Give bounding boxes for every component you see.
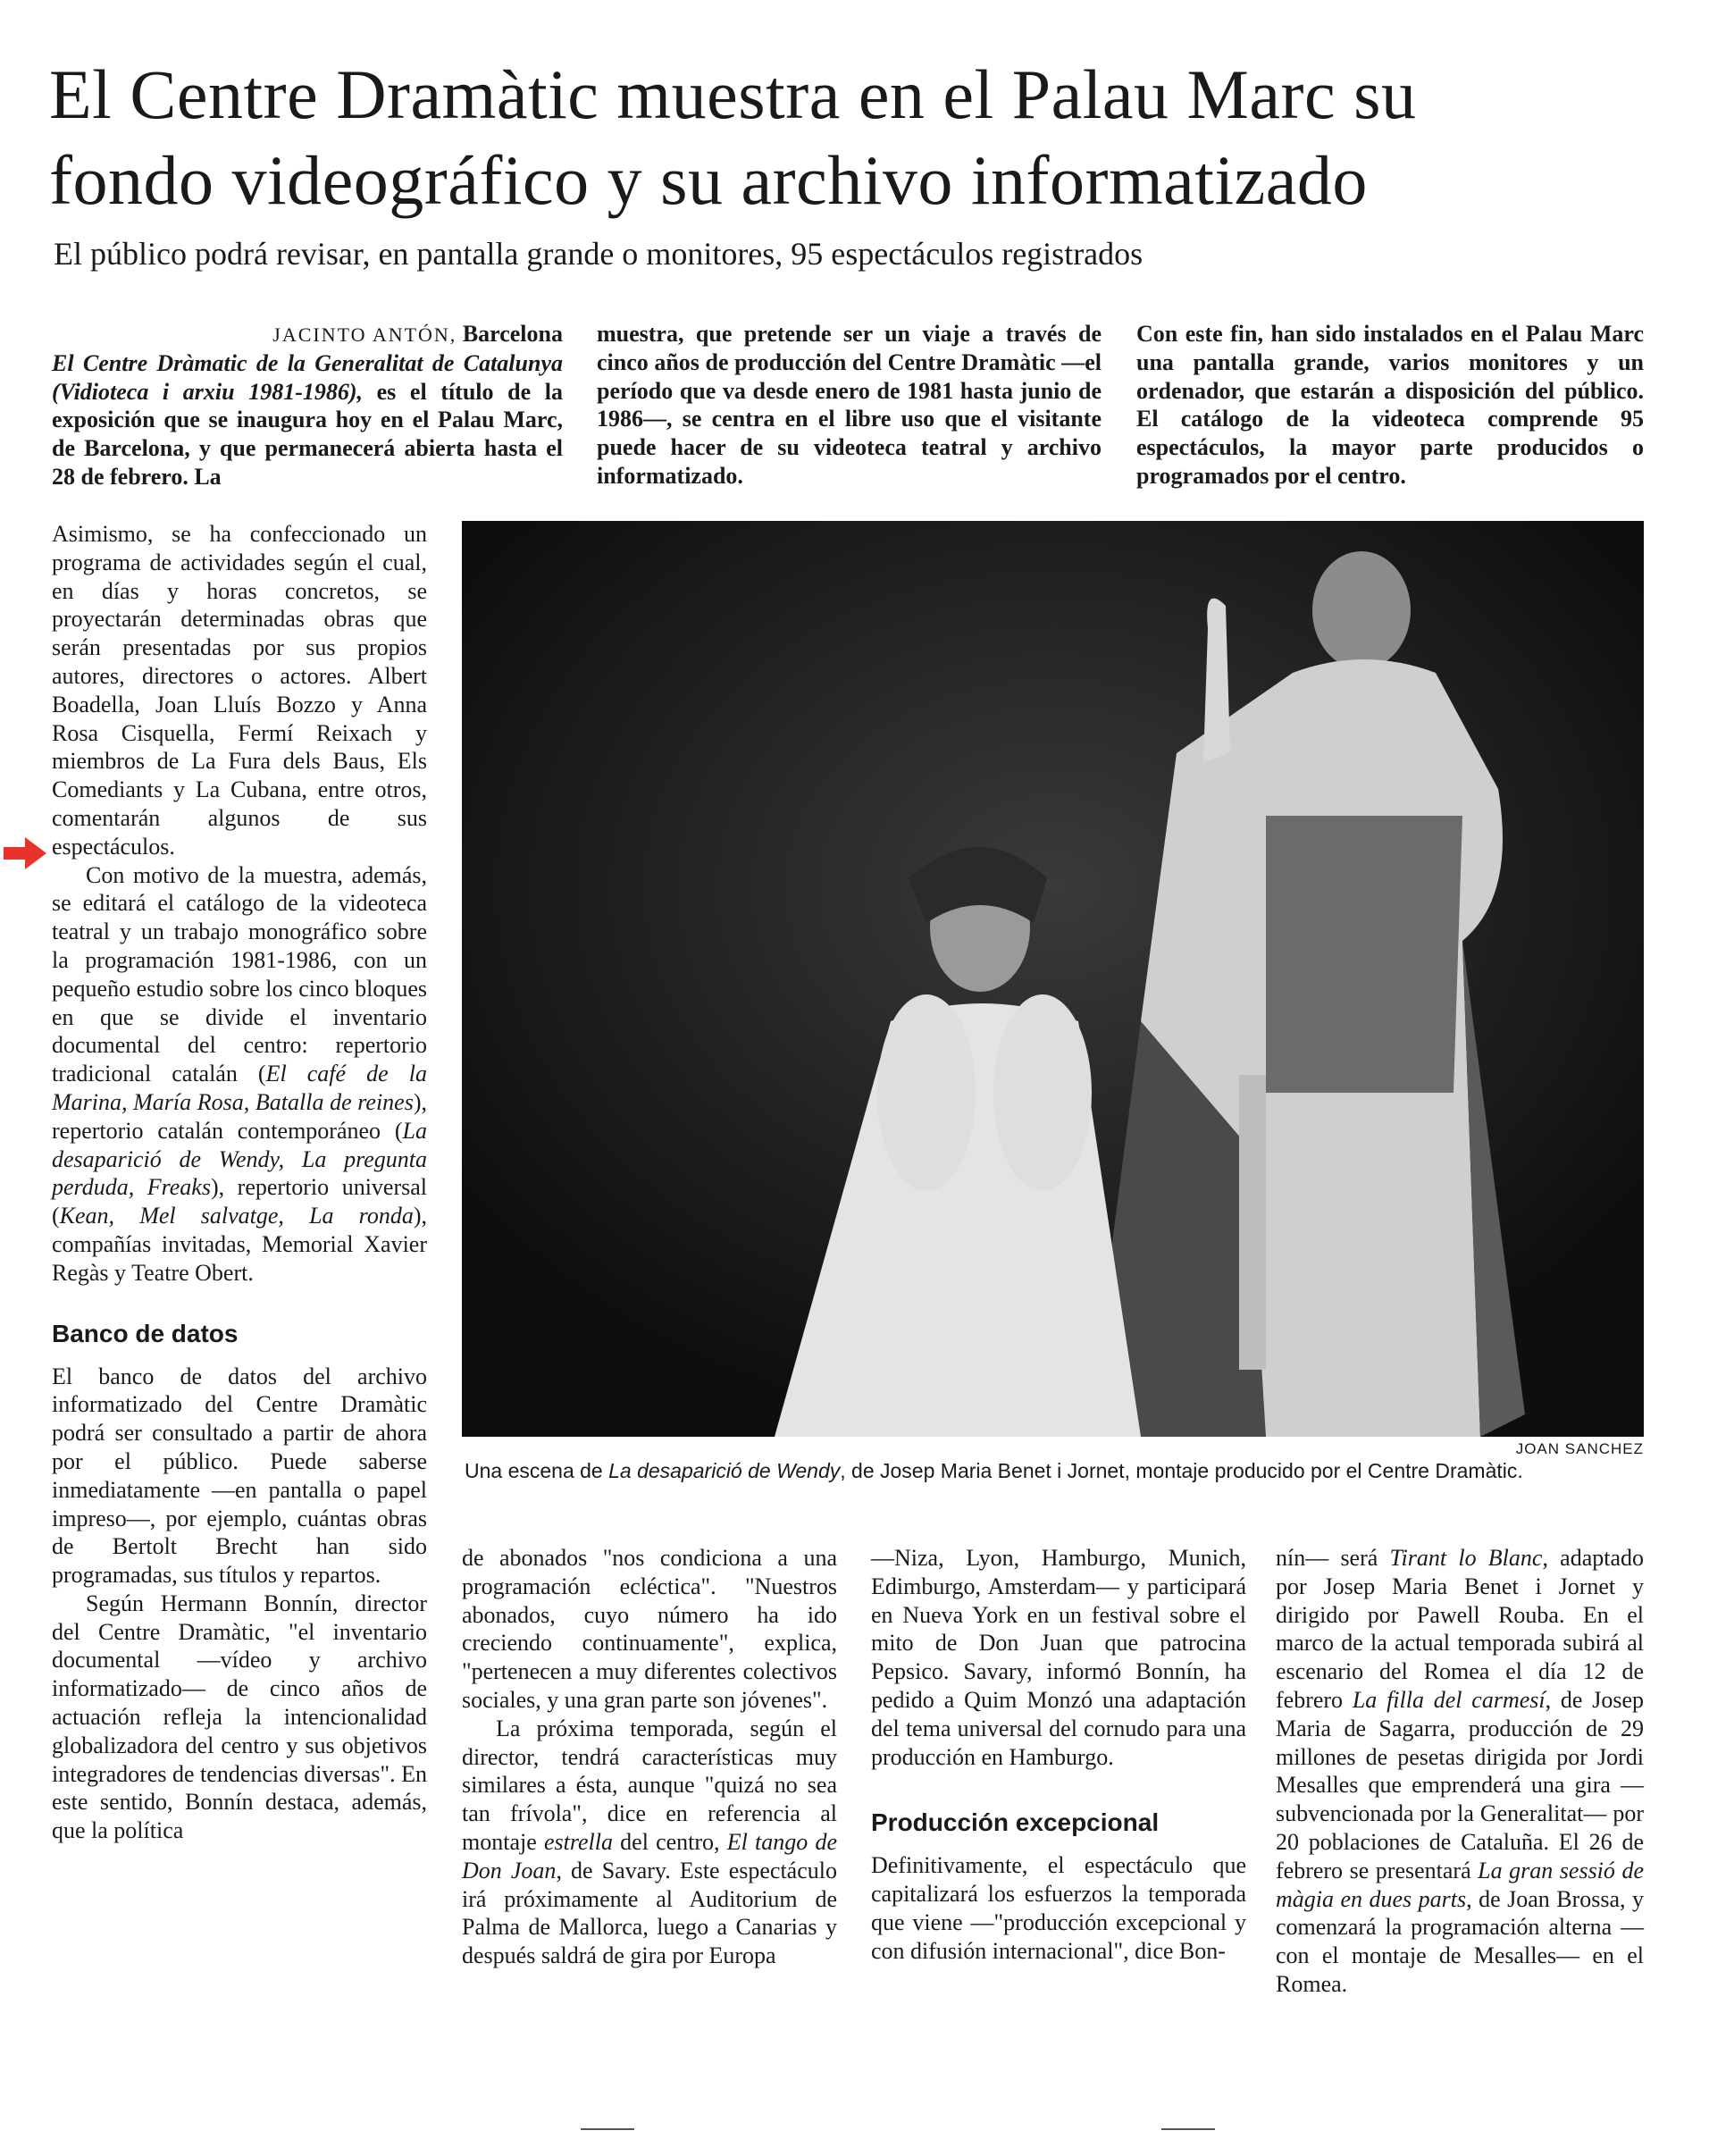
subheadline: El público podrá revisar, en pantalla grande o monitores, 95 espectáculos registrados	[54, 236, 1144, 272]
text-run: ), compañías invitadas, Memorial Xavier Regàs y Teatre Obert.	[52, 1203, 427, 1286]
text-run: , de Joan Brossa, y comenzará la programación alterna —con el montaje de Mesalles— en el Romea.	[1276, 1885, 1644, 1997]
work-title: La desaparició de Wendy	[608, 1459, 841, 1482]
work-title: La filla del carmesí	[1352, 1686, 1546, 1713]
col3-paragraph-1: —Niza, Lyon, Hamburgo, Munich, Edimburgo, Amsterdam— y participará en Nueva York en un festival sobre el mito de Don Juan que patrocina Pepsico. Savary, informó Bonnín, ha pedido a Quim Monzó una adaptación del tema universal del cornudo para una producción en Hamburgo.	[871, 1545, 1246, 1770]
text-run: estrella	[543, 1828, 613, 1855]
text-run: nín— será	[1276, 1545, 1390, 1571]
col2-paragraph-1: de abonados "nos condiciona a una programación ecléctica". "Nuestros abonados, cuyo número ha ido creciendo continuamente", explica, "pertenecen a muy diferentes colectivos sociales, y una gran parte son jóvenes".	[462, 1545, 837, 1713]
bottom-rule	[581, 2128, 634, 2130]
lead-column-1	[52, 320, 563, 491]
byline-author: JACINTO ANTÓN,	[272, 323, 457, 346]
lead-text-1: es el título de la exposición que se inaugura hoy en el Palau Marc, de Barcelona, y que permanecerá abierta hasta el 28 de febrero. La	[52, 378, 563, 490]
subtitle-produccion-excepcional: Producción excepcional	[871, 1808, 1160, 1837]
text-run: Una escena de	[465, 1459, 609, 1482]
stage-photo	[462, 521, 1644, 1437]
col1-paragraph-1: Asimismo, se ha confeccionado un programa de actividades según el cual, en días y horas concretos, se proyectarán determinadas obras que serán presentadas por sus propios autores, directores o actores. Albert Boadella, Joan Lluís Bozzo y Anna Rosa Cisquella, Fermí Reixach y miembros de La Fura dels Baus, Els Comediants y La Cubana, entre otros, comentarán algunos de sus espectáculos.	[52, 521, 427, 860]
work-title: La gran sessió de màgia en dues parts	[1276, 1857, 1644, 1912]
work-titles: El café de la Marina, María Rosa, Batalla de reines	[52, 1061, 427, 1115]
subtitle-banco-de-datos: Banco de datos	[52, 1319, 239, 1347]
lead-text-3: Con este fin, han sido instalados en el Palau Marc una pantalla grande, varios monitores y un ordenador, que estarán a disposición del público. El catálogo de la videoteca comprende 95 espectáculos, la mayor parte producidos o programados por el centro.	[1136, 321, 1644, 489]
byline	[52, 320, 563, 349]
work-title: Tirant lo Blanc	[1389, 1545, 1543, 1571]
body-column-4	[1276, 1544, 1644, 1999]
lead-column-2	[597, 320, 1102, 491]
text-run: Con motivo de la muestra, además, se editará el catálogo de la videoteca teatral y un trabajo monográfico sobre la programación 1981-1986, con un pequeño estudio sobre los cinco bloques en que se divide el inventario documental del centro: repertorio tradicional catalán (	[52, 861, 427, 1087]
body-column-3	[871, 1544, 1246, 1966]
text-run: , de Savary. Este espectáculo irá próximamente al Auditorium de Palma de Mallorca, luego a Canarias y después saldrá de gira por Europa	[462, 1857, 837, 1969]
col1-paragraph-2	[52, 861, 427, 1288]
text-run: , de Josep Maria Benet i Jornet, montaje producido por el Centre Dramàtic.	[840, 1459, 1523, 1482]
work-titles: Kean, Mel salvatge, La ronda	[59, 1203, 414, 1229]
body-column-2	[462, 1544, 837, 1970]
lead-text-2: muestra, que pretende ser un viaje a través de cinco años de producción del Centre Dramàtic —el período que va desde enero de 1981 hasta junio de 1986—, se centra en el libre uso que el visitante puede hacer de su videoteca teatral y archivo informatizado.	[597, 321, 1102, 489]
work-title: El tango de Don Joan	[462, 1828, 837, 1883]
col1-paragraph-3: El banco de datos del archivo informatizado del Centre Dramàtic podrá ser consultado a partir de ahora por el público. Puede saberse inmediatamente —en pantalla o papel impreso—, por ejemplo, cuántas obras de Bertolt Brecht han sido programadas, sus títulos y repartos.	[52, 1363, 427, 1589]
text-run: La próxima temporada, según el director, tendrá características muy similares a ésta, aunque "quizá no sea tan frívola", dice en referencia al montaje	[462, 1715, 837, 1855]
col4-paragraph-1	[1276, 1544, 1644, 1999]
headline	[49, 52, 1657, 223]
col2-paragraph-2	[462, 1715, 837, 1970]
text-run: , de Josep Maria de Sagarra, producción de 29 millones de pesetas dirigida por Jordi Mesalles que emprenderá una gira —subvencionada por la Generalitat— por 20 poblaciones de Cataluña. El 26 de febrero se presentará	[1276, 1686, 1644, 1883]
col3-paragraph-2: Definitivamente, el espectáculo que capitalizará los esfuerzos la temporada que viene —"producción excepcional y con difusión internacional", dice Bon-	[871, 1852, 1246, 1964]
arrow-right-icon	[4, 837, 46, 869]
photo-credit: JOAN SANCHEZ	[1515, 1440, 1644, 1457]
lead-column-3	[1136, 320, 1644, 491]
text-run: ), repertorio universal (	[52, 1174, 427, 1229]
bottom-rule	[1161, 2128, 1215, 2130]
text-run: , adaptado por Josep Maria Benet i Jornet y dirigido por Pawell Rouba. En el marco de la actual temporada subirá al escenario del Romea el día 12 de febrero	[1276, 1545, 1644, 1713]
headline-line-2: fondo videográfico y su archivo informatizado	[49, 141, 1368, 219]
byline-city: Barcelona	[462, 321, 563, 347]
col1-paragraph-4: Según Hermann Bonnín, director del Centre Dramàtic, "el inventario documental —vídeo y archivo informatizado— de cinco años de actuación refleja la intencionalidad globalizadora del centro y sus objetivos integradores de tendencias diversas". En este sentido, Bonnín destaca, además, que la política	[52, 1590, 427, 1844]
work-titles: La desaparició de Wendy, La pregunta perduda, Freaks	[52, 1117, 427, 1201]
headline-line-1: El Centre Dramàtic muestra en el Palau Marc su	[49, 55, 1417, 133]
stage-photo-image	[462, 521, 1644, 1437]
body-column-1	[52, 520, 427, 1845]
text-run: ), repertorio catalán contemporáneo (	[52, 1088, 427, 1144]
photo-caption	[465, 1458, 1646, 1484]
text-run: del centro,	[612, 1828, 727, 1855]
lead-title: El Centre Dràmatic de la Generalitat de Catalunya (Vidioteca i arxiu 1981-1986),	[52, 349, 563, 405]
